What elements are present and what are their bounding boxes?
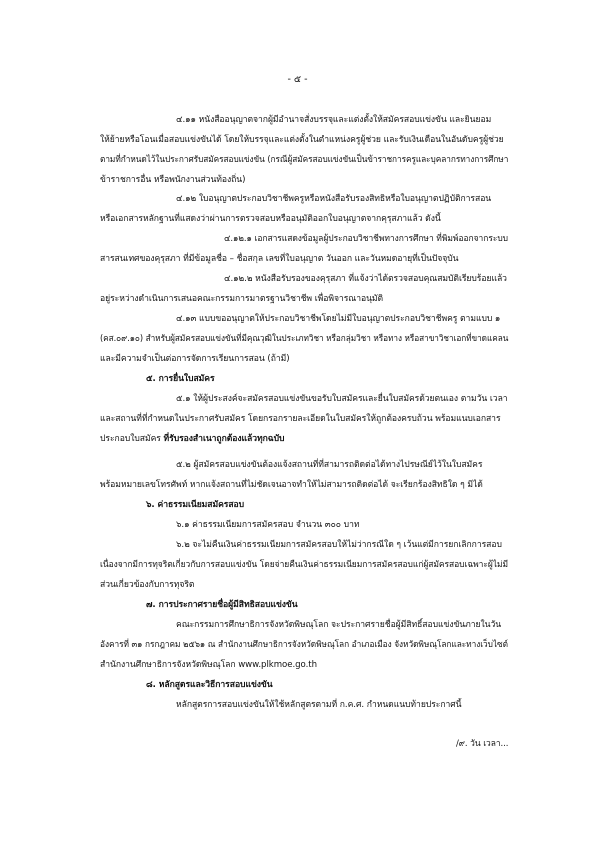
section-7-heading: ๗. การประกาศรายชื่อผู้มีสิทธิสอบแข่งขัน [146,600,298,610]
section-5-heading: ๕. การยื่นใบสมัคร [146,374,215,384]
clause-4-11-line-4: ข้าราชการอื่น หรือพนักงานส่วนท้องถิ่น) [100,175,246,185]
clause-4-13-line-2: (คส.๐๙.๑๐) สำหรับผู้สมัครสอบแข่งขันที่มีคุณวุฒิในประเภทวิชา หรือกลุ่มวิชา หรือทาง หรือสาขาวิชาเอกที่ขาดแคลน [100,334,509,344]
clause-4-11-line-1: ๔.๑๑ หนังสืออนุญาตจากผู้มีอำนาจสั่งบรรจุและแต่งตั้งให้สมัครสอบแข่งขัน และยินยอม [176,115,492,125]
section-8-heading: ๘. หลักสูตรและวิธีการสอบแข่งขัน [146,680,273,690]
clause-6-2-line-2: เนื่องจากมีการทุจริตเกี่ยวกับการสอบแข่งขัน โดยจ่ายคืนเงินค่าธรรมเนียมการสมัครสอบแก่ผู้สมัครสอบเฉพาะผู้ไม่มี [100,560,509,570]
clause-6-2-line-3: ส่วนเกี่ยวข้องกับการทุจริต [100,580,195,590]
clause-4-11-line-3: ตามที่กำหนดไว้ในประกาศรับสมัครสอบแข่งขัน (กรณีผู้สมัครสอบแข่งขันเป็นข้าราชการครูและบุคลากรทางการศึกษา [100,155,509,165]
clause-4-12-2-line-2: อยู่ระหว่างดำเนินการเสนอคณะกรรมการมาตรฐานวิชาชีพ เพื่อพิจารณาอนุมัติ [100,294,384,304]
clause-6-2-line-1: ๖.๒ จะไม่คืนเงินค่าธรรมเนียมการสมัครสอบให้ไม่ว่ากรณีใด ๆ เว้นแต่มีการยกเลิกการสอบ [176,540,502,550]
clause-4-12-1-line-2: สารสนเทศของคุรุสภา ที่มีข้อมูลชื่อ – ชื่อสกุล เลขที่ใบอนุญาต วันออก และวันหมดอายุที่เป็นปัจจุบัน [100,254,459,264]
clause-5-2-line-2: พร้อมหมายเลขโทรศัพท์ หากแจ้งสถานที่ไม่ชัดเจนอาจทำให้ไม่สามารถติดต่อได้ จะเรียกร้องสิทธิใด ๆ มิได้ [100,480,483,490]
clause-5-1-line-1: ๕.๑ ให้ผู้ประสงค์จะสมัครสอบแข่งขันขอรับใบสมัครและยื่นใบสมัครด้วยตนเอง ตามวัน เวลา [176,394,508,404]
clause-4-13-line-1: ๔.๑๓ แบบขออนุญาตให้ประกอบวิชาชีพโดยไม่มีใบอนุญาตประกอบวิชาชีพครู ตามแบบ ๑ [176,314,501,324]
clause-4-12-1-line-1: ๔.๑๒.๑ เอกสารแสดงข้อมูลผู้ประกอบวิชาชีพทางการศึกษา ที่พิมพ์ออกจากระบบ [224,234,508,244]
next-page-continuation: /๙. วัน เวลา... [456,739,509,749]
section-8-line-1: หลักสูตรการสอบแข่งขันให้ใช้หลักสูตรตามที่ ก.ค.ศ. กำหนดแนบท้ายประกาศนี้ [176,700,462,710]
certified-copy-emphasis: ที่รับรองสำเนาถูกต้องแล้วทุกฉบับ [163,434,285,444]
section-6-heading: ๖. ค่าธรรมเนียมสมัครสอบ [146,500,245,510]
clause-5-1-line-2: และสถานที่ที่กำหนดในประกาศรับสมัคร โดยกรอกรายละเอียดในใบสมัครให้ถูกต้องครบถ้วน พร้อมแนบเอกสาร [100,414,501,424]
clause-4-12-line-2: หรือเอกสารหลักฐานที่แสดงว่าผ่านการตรวจสอบหรืออนุมัติออกใบอนุญาตจากคุรุสภาแล้ว ดังนี้ [100,214,441,224]
section-7-line-1: คณะกรรมการศึกษาธิการจังหวัดพิษณุโลก จะประกาศรายชื่อผู้มีสิทธิ์สอบแข่งขันภายในวัน [176,620,502,630]
clause-5-1-line-3-text: ประกอบใบสมัคร [100,434,164,444]
clause-5-1-line-3 [100,433,284,445]
clause-4-12-line-1: ๔.๑๒ ใบอนุญาตประกอบวิชาชีพครูหรือหนังสือรับรองสิทธิหรือใบอนุญาตปฏิบัติการสอน [176,194,492,204]
clause-4-13-line-3: และมีความจำเป็นต่อการจัดการเรียนการสอน (ถ้ามี) [100,354,290,364]
clause-5-2-line-1: ๕.๒ ผู้สมัครสอบแข่งขันต้องแจ้งสถานที่ที่สามารถติดต่อได้ทางไปรษณีย์ไว้ในใบสมัคร [176,460,483,470]
section-7-line-3: สำนักงานศึกษาธิการจังหวัดพิษณุโลก www.plkmoe.go.th [100,660,318,670]
page-number: - ๕ - [287,74,308,85]
clause-6-1: ๖.๑ ค่าธรรมเนียมการสมัครสอบ จำนวน ๓๐๐ บาท [176,520,360,530]
clause-4-11-line-2: ให้ย้ายหรือโอนเมื่อสอบแข่งขันได้ โดยให้บรรจุและแต่งตั้งในตำแหน่งครูผู้ช่วย และรับเงินเดือนในอันดับครูผู้ช่วย [100,135,504,145]
clause-4-12-2-line-1: ๔.๑๒.๒ หนังสือรับรองของคุรุสภา ที่แจ้งว่าได้ตรวจสอบคุณสมบัติเรียบร้อยแล้ว [224,274,507,284]
section-7-line-2: อังคารที่ ๓๑ กรกฎาคม ๒๕๖๑ ณ สำนักงานศึกษาธิการจังหวัดพิษณุโลก อำเภอเมือง จังหวัดพิษณุโลกและทางเว็บไซต์ [100,640,508,650]
